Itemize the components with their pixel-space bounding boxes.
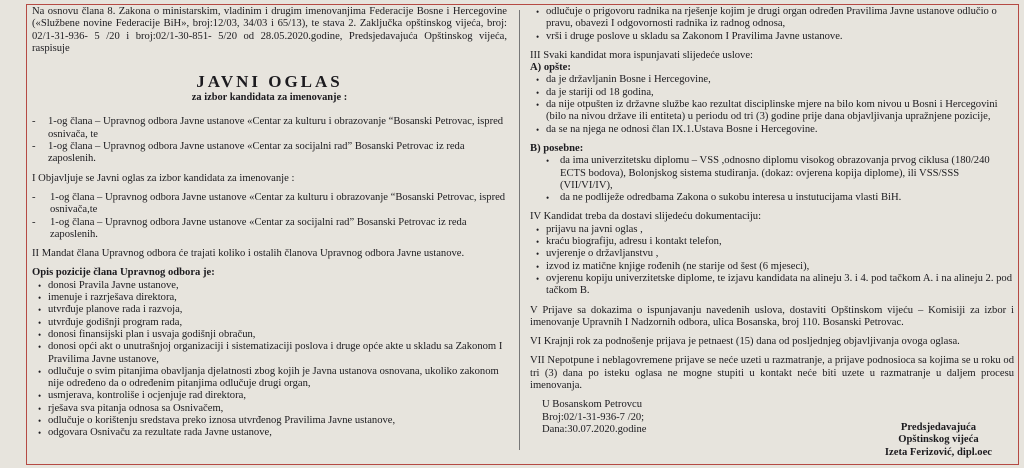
duties-continued-list [530, 6, 1014, 43]
right-column [530, 6, 1014, 436]
position-item: - 1-og člana – Upravnog odbora Javne ustanove «Centar za socijalni rad” Bosanski Petrovac iz reda zaposlenih. [32, 216, 467, 240]
list-item: • odgovara Osnivaču za rezultate rada Javne ustanove, [32, 427, 507, 439]
general-conditions-list [530, 74, 1014, 135]
section-ii: II Mandat člana Upravnog odbora će trajati koliko i ostalih članova Upravnog odbora Javne ustanove. [32, 248, 465, 260]
special-heading: B) posebne: [530, 142, 584, 154]
list-item: • izvod iz matične knjige rođenih (ne starije od šest (6 mjeseci), [530, 261, 1014, 273]
list-item: • odlučuje o korištenju sredstava preko iznosa utvrđenog Pravilima Javne ustanove, [32, 415, 507, 427]
document-date: Dana:30.07.2020.godine [542, 423, 647, 435]
list-item: • utvrđuje godišnji program rada, [32, 317, 507, 329]
signature-name: Izeta Ferizović, dipl.oec [884, 446, 992, 458]
intro-paragraph: Na osnovu člana 8. Zakona o ministarskim, vladinim i drugim imenovanjima Federacije Bosne i Hercegovine («Službene novine Federacije BiH», broj:12/03, 34/03 i 65/13), te stava 2. Zaključka opštinskog vijeća, broj: 02/1-31-936- 5 /20 i broj:02/1-30-851- 5/20 od 28.05.2020.godine, Predsjedavajuća Opštinskog vijeća, raspisuje [32, 6, 507, 54]
list-item: • usmjerava, kontroliše i ocjenjuje rad direktora, [32, 390, 507, 402]
section-iii: III Svaki kandidat mora ispunjavati slijedeće uslove: [530, 49, 753, 61]
document-number: Broj:02/1-31-936-7 /20; [542, 411, 645, 423]
general-heading: A) opšte: [530, 62, 571, 74]
section-vii: VII Nepotpune i neblagovremene prijave se neće uzeti u razmatranje, a prijave podnosioca sa kojima se u roku od tri (3) dana po isteku oglasa ne mogne stupiti u kontakt neće biti uzete u razmatranje u daljem procesu imenovanja. [530, 355, 1014, 392]
list-item: • da ima univerzitetsku diplomu – VSS ,odnosno diplomu visokog obrazovanja prvog ciklusa (180/240 ECTS bodova), Bolonjskog sistema studiranja. (dokaz: ovjerena kopija diplome), ili VSS/SSS (VII/VI/IV), [530, 155, 1014, 192]
section-i: I Objavljuje se Javni oglas za izbor kandidata za imenovanje : [32, 172, 295, 184]
list-item: • odlučuje o svim pitanjima obavljanja djelatnosti zbog kojih je Javna ustanova osnovana, ukoliko zakonom nije određeno da o određenim pitanjima odlučuje drugi organ, [32, 366, 507, 391]
signature-block [885, 422, 992, 459]
list-item: • da se na njega ne odnosi član IX.1.Ustava Bosne i Hercegovine. [530, 124, 1014, 136]
special-conditions-list [530, 155, 1014, 204]
list-item: • prijavu na javni oglas , [530, 224, 1014, 236]
list-item: • imenuje i razrješava direktora, [32, 292, 507, 304]
list-item: • utvrđuje planove rada i razvoja, [32, 304, 507, 316]
list-item: • da ne podliježe odredbama Zakona o sukobu interesa u instutucijama vlasti BiH. [530, 192, 1014, 204]
list-item: • uvjerenje o državljanstvu , [530, 248, 1014, 260]
list-item: • da nije otpušten iz državne službe kao rezultat disciplinske mjere na bilo kom nivou u Bosni i Hercegovini (bilo na nivou države ili entiteta) u periodu od tri (3) godine prije dana objavljivanja upražnjene pozicije, [530, 99, 1014, 124]
list-item: • ovjerenu kopiju univerzitetske diplome, te izjavu kandidata na alineju 3. i 4. pod tačkom A. i na alineju 2. pod tačkom B. [530, 273, 1014, 298]
left-column [32, 6, 507, 440]
position-item: - 1-og člana – Upravnog odbora Javne ustanove «Centar za kulturu i obrazovanje “Bosanski Petrovac, ispred osnivača,te [32, 191, 506, 216]
list-item: • kraću biografiju, adresu i kontakt telefon, [530, 236, 1014, 248]
section-vi: VI Krajnji rok za podnošenje prijava je petnaest (15) dana od posljednjeg objavljivanja ovoga oglasa. [530, 336, 960, 348]
list-item: • donosi finansijski plan i usvaja godišnji obračun, [32, 329, 507, 341]
list-item: • rješava sva pitanja odnosa sa Osnivačem, [32, 403, 507, 415]
signature-body: Opštinskog vijeća [898, 434, 979, 446]
list-item: • odlučuje o prigovoru radnika na rješenje kojim je drugi organ određen Pravilima Javne ustanove odlučio o pravu, obavezi I odgovornosti radnika iz radnog odnosa, [530, 6, 1014, 31]
list-item: • da je stariji od 18 godina, [530, 87, 1014, 99]
duties-list [32, 280, 507, 440]
documents-list [530, 224, 1014, 298]
section-iv: IV Kandidat treba da dostavi slijedeću dokumentaciju: [530, 211, 762, 223]
duties-heading: Opis pozicije člana Upravnog odbora je: [32, 267, 215, 279]
position-item: - 1-og člana – Upravnog odbora Javne ustanove «Centar za kulturu i obrazovanje “Bosanski Petrovac, ispred osnivača, te [32, 116, 504, 140]
column-divider [519, 10, 520, 450]
section-v: V Prijave sa dokazima o ispunjavanju navedenih uslova, dostaviti Opštinskom vijeću – Komisiji za izbor i imenovanje Upravnih I Nadzornih odbora, ulica Bosanska, broj 110. Bosanski Petrovac. [530, 304, 1014, 328]
place-text: U Bosanskom Petrovcu [542, 399, 643, 411]
list-item: • donosi Pravila Javne ustanove, [32, 280, 507, 292]
signature-title: Predsjedavajuća [900, 422, 977, 433]
list-item: • donosi opći akt o unutrašnjoj organizaciji i sistematizaciji poslova i druge opće akte u skladu sa Zakonom I Pravilima Javne ustanove, [32, 341, 507, 366]
announcement-title: JAVNI OGLAS [196, 72, 343, 92]
announcement-subtitle: za izbor kandidata za imenovanje : [191, 92, 348, 104]
list-item: • vrši i druge poslove u skladu sa Zakonom I Pravilima Javne ustanove. [530, 31, 1014, 43]
list-item: • da je državljanin Bosne i Hercegovine, [530, 74, 1014, 86]
position-item: - 1-og člana – Upravnog odbora Javne ustanove «Centar za socijalni rad” Bosanski Petrovac iz reda zaposlenih. [32, 141, 465, 165]
